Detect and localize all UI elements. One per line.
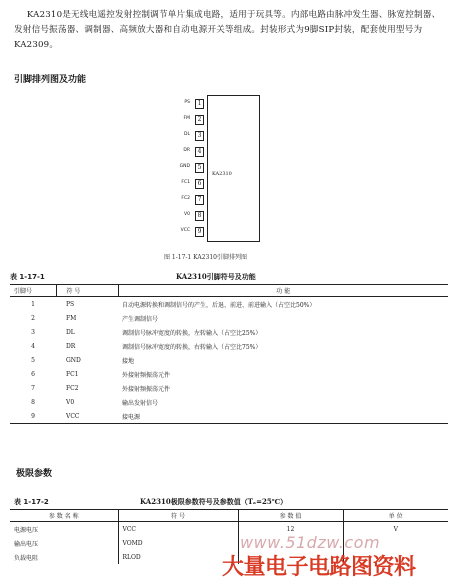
table-row bbox=[10, 395, 448, 409]
pin-8 bbox=[184, 210, 207, 223]
column-header: 单 位 bbox=[343, 510, 448, 522]
pin-symbol: V0 bbox=[184, 212, 190, 217]
table-cell: 产生调制信号 bbox=[122, 315, 159, 323]
column-header: 符 号 bbox=[56, 285, 118, 297]
column-header: 功 能 bbox=[118, 285, 448, 297]
column-header: 引脚号 bbox=[10, 285, 56, 297]
table1-number: 表 1-17-1 bbox=[10, 273, 45, 281]
table1-title: KA2310引脚符号及功能 bbox=[176, 272, 256, 281]
table-cell: 输出发射信号 bbox=[122, 399, 159, 407]
pin-symbol: FC1 bbox=[181, 180, 190, 185]
table-row bbox=[10, 381, 448, 395]
table-header-row bbox=[10, 285, 448, 297]
table-cell: 外接射频振荡元件 bbox=[122, 371, 171, 379]
pin-symbol: GND bbox=[179, 164, 190, 169]
table-cell: 4 bbox=[31, 342, 35, 350]
table-cell: FC1 bbox=[66, 370, 79, 378]
table-cell: 3 bbox=[31, 328, 35, 336]
table-cell: 接地 bbox=[122, 357, 135, 365]
table-cell: 外接射频振荡元件 bbox=[122, 385, 171, 393]
table-cell: 6 bbox=[31, 370, 35, 378]
pin-2 bbox=[183, 114, 207, 127]
column-header: 参 数 值 bbox=[238, 510, 343, 522]
table-cell: 调制信号脉冲宽度的转换，左转输入（占空比25%） bbox=[122, 329, 262, 337]
table-cell: DL bbox=[66, 328, 75, 336]
pin-number: 4 bbox=[195, 147, 204, 157]
pin-6 bbox=[181, 178, 207, 191]
table-cell: V bbox=[343, 522, 448, 537]
pin-4 bbox=[183, 146, 207, 159]
table-cell: 5 bbox=[31, 356, 35, 364]
section-heading-limits: 极限参数 bbox=[16, 469, 53, 479]
table-row bbox=[10, 311, 448, 325]
pin-9 bbox=[180, 226, 207, 239]
pin-number: 1 bbox=[195, 99, 204, 109]
section-heading-pinout: 引脚排列图及功能 bbox=[14, 75, 87, 85]
table-header-row bbox=[10, 510, 448, 522]
pin-7 bbox=[181, 194, 207, 207]
figure-caption: 图 1-17-1 KA2310引脚排列图 bbox=[164, 254, 247, 261]
table-row bbox=[10, 353, 448, 367]
table-cell: 7 bbox=[31, 384, 35, 392]
table-cell: 自动电源转换和调制信号的产生，后退、前进、前进输入（占空比50%） bbox=[122, 301, 316, 309]
pin-function-table bbox=[10, 284, 448, 424]
pin-1 bbox=[184, 98, 207, 111]
table-cell: 9 bbox=[31, 412, 35, 420]
table-cell: 8 bbox=[31, 398, 35, 406]
pin-number: 8 bbox=[195, 211, 204, 221]
pin-number: 9 bbox=[195, 227, 204, 237]
pin-number: 7 bbox=[195, 195, 204, 205]
table-cell: V0 bbox=[66, 398, 75, 406]
table-row bbox=[10, 536, 448, 550]
table-row bbox=[10, 339, 448, 353]
table-cell: 2 bbox=[31, 314, 35, 322]
pin-symbol: PS bbox=[184, 100, 190, 105]
table-row bbox=[10, 325, 448, 339]
table-cell: 负载电阻 bbox=[14, 554, 39, 562]
table-cell: 调制信号脉冲宽度的转换，右转输入（占空比75%） bbox=[122, 343, 262, 351]
pin-symbol: DL bbox=[184, 132, 190, 137]
table-cell: FM bbox=[66, 314, 77, 322]
table-cell: 电源电压 bbox=[14, 526, 39, 534]
chip-label: KA2310 bbox=[212, 171, 232, 177]
table-cell: 接电源 bbox=[122, 413, 141, 421]
pin-number: 6 bbox=[195, 179, 204, 189]
table-row bbox=[10, 409, 448, 424]
table-cell: VOMD bbox=[118, 536, 238, 550]
pin-symbol: VCC bbox=[180, 228, 190, 233]
table-cell: 输出电压 bbox=[14, 540, 39, 548]
pin-number: 2 bbox=[195, 115, 204, 125]
pin-3 bbox=[184, 130, 207, 143]
table-cell: DR bbox=[66, 342, 76, 350]
table-cell: PS bbox=[66, 300, 75, 308]
pin-symbol: FM bbox=[183, 116, 190, 121]
table-row bbox=[10, 522, 448, 537]
table-cell: GND bbox=[66, 356, 81, 364]
pin-symbol: FC2 bbox=[181, 196, 190, 201]
column-header: 符 号 bbox=[118, 510, 238, 522]
table-cell: 12 bbox=[238, 522, 343, 537]
watermark-text: 大量电子电路图资料 bbox=[222, 555, 416, 580]
column-header: 参 数 名 称 bbox=[10, 510, 118, 522]
table2-number: 表 1-17-2 bbox=[14, 498, 49, 506]
pin-number: 3 bbox=[195, 131, 204, 141]
table-cell: VCC bbox=[118, 522, 238, 537]
pin-5 bbox=[179, 162, 207, 175]
ic-package-outline bbox=[207, 95, 260, 242]
table-row bbox=[10, 367, 448, 381]
table-row bbox=[10, 297, 448, 312]
pin-symbol: DR bbox=[183, 148, 190, 153]
table-cell: FC2 bbox=[66, 384, 79, 392]
intro-paragraph: KA2310是无线电遥控发射控制调节单片集成电路，适用于玩具等。内部电路由脉冲发生器、脉宽控制器、发射信号振荡器、调制器、高频放大器和自动电源开关等组成。封装形式为9脚SIP封装，配套使用型号为KA2309。 bbox=[14, 10, 441, 50]
table-cell: 1 bbox=[31, 300, 35, 308]
watermark-url: www.51dzw.com bbox=[240, 533, 381, 552]
pin-number: 5 bbox=[195, 163, 204, 173]
table2-title: KA2310极限参数符号及参数值（Tₐ=25℃） bbox=[140, 497, 288, 506]
table-cell: VCC bbox=[66, 412, 80, 420]
table-cell: RLOD bbox=[118, 550, 238, 564]
